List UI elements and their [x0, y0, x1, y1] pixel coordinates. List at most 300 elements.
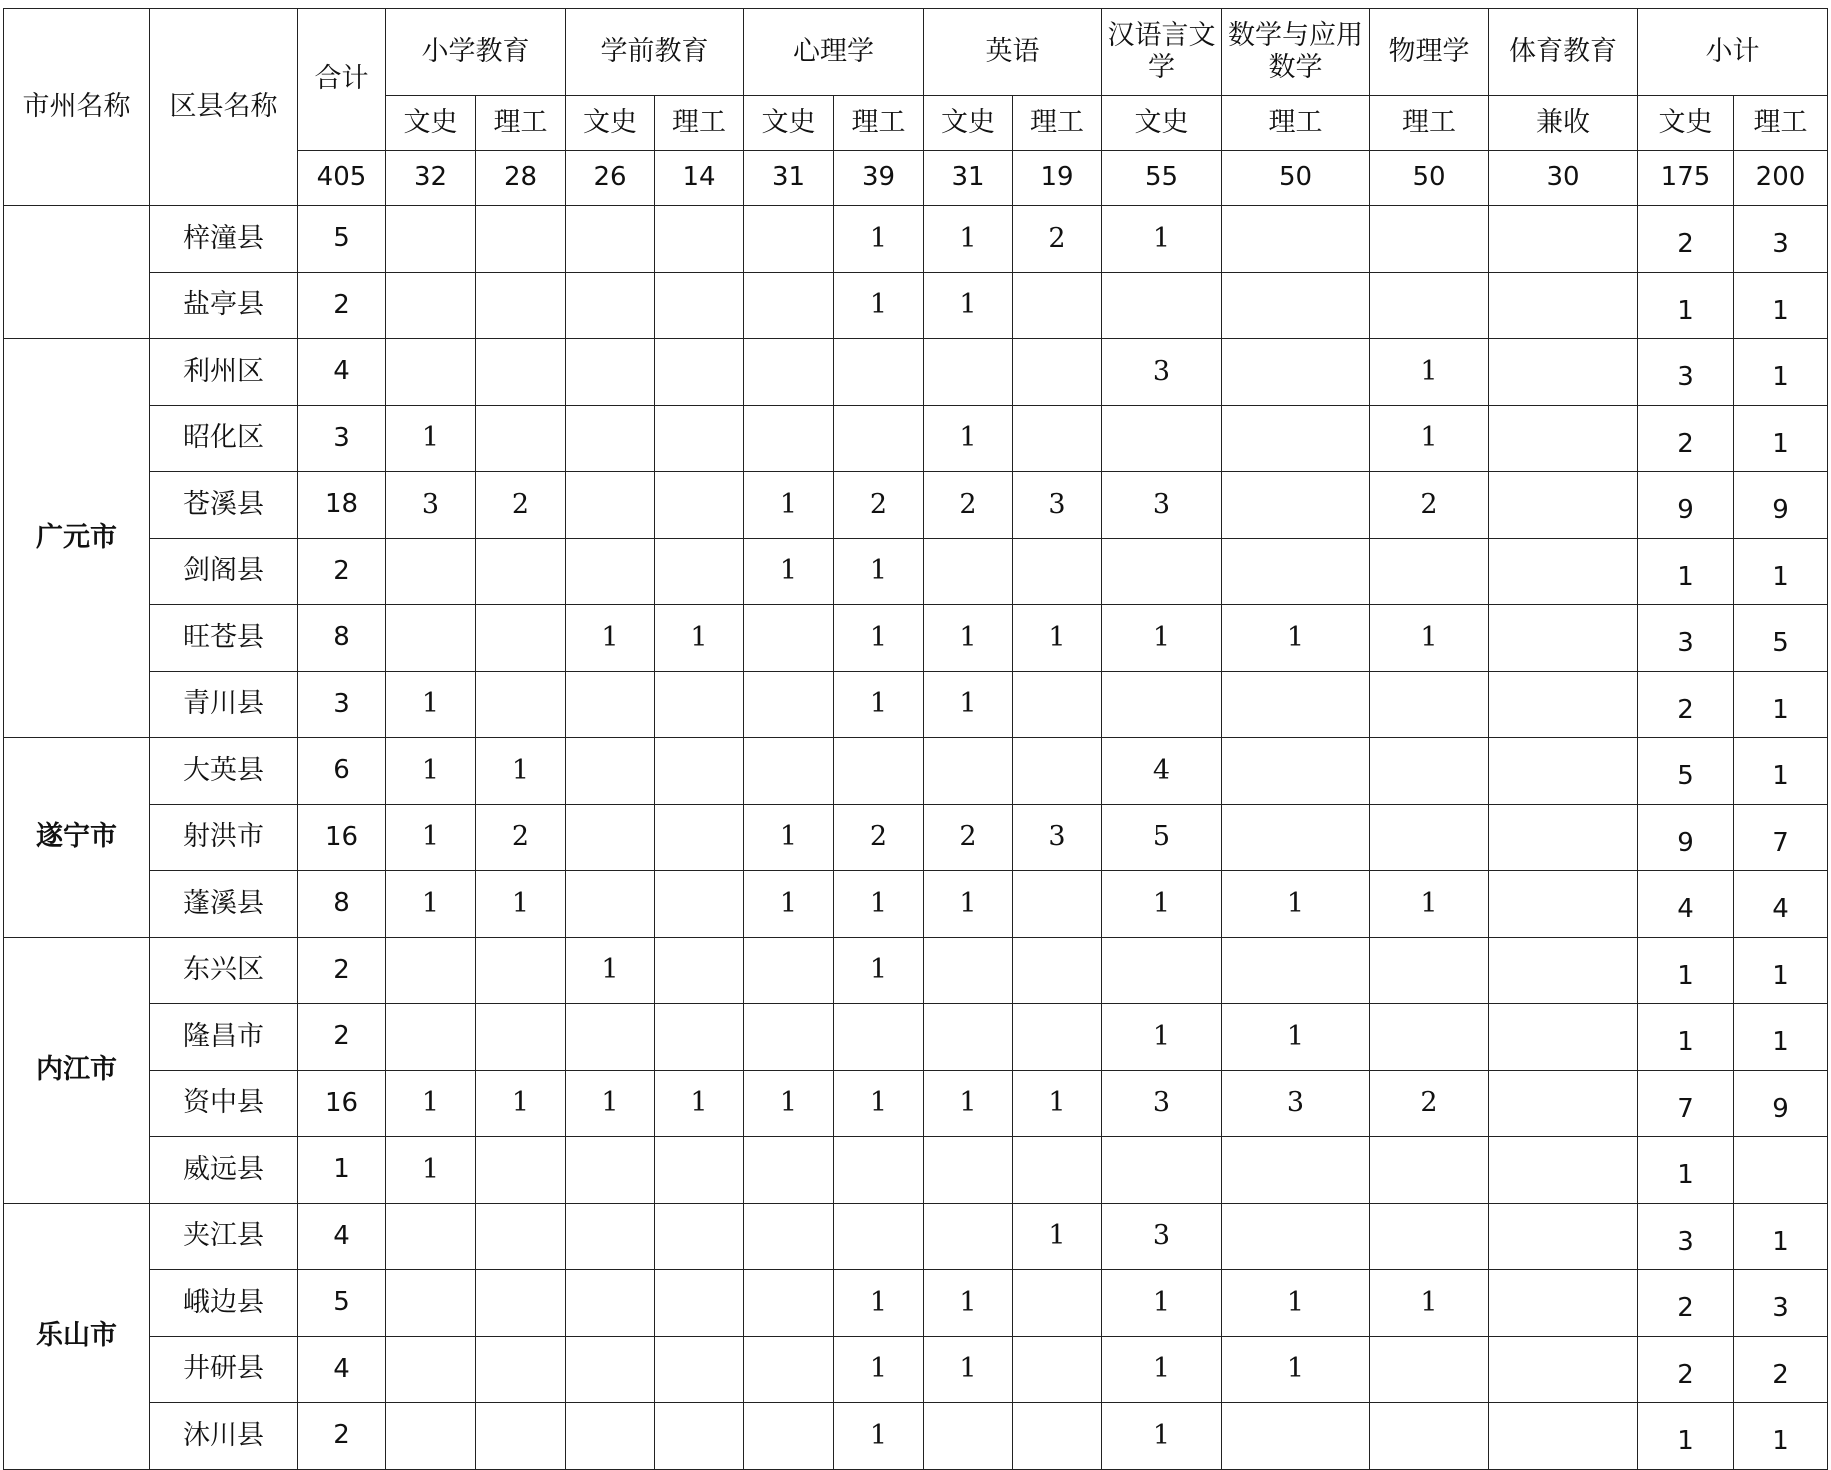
- quota-cell: [1489, 804, 1638, 871]
- quota-cell: 1: [655, 605, 744, 672]
- column-total: 50: [1370, 151, 1489, 206]
- county-total: 2: [298, 1004, 386, 1071]
- quota-cell: 1: [1222, 1270, 1370, 1337]
- table-row: [4, 1336, 1828, 1403]
- county-name: 梓潼县: [150, 206, 298, 273]
- quota-cell: 1: [834, 605, 924, 672]
- quota-cell: [655, 937, 744, 1004]
- quota-cell: [655, 339, 744, 406]
- quota-cell: [744, 937, 834, 1004]
- quota-cell: [1222, 804, 1370, 871]
- quota-cell: [655, 804, 744, 871]
- subtotal-cell: 1: [1734, 671, 1828, 738]
- quota-cell: 1: [1222, 871, 1370, 938]
- quota-cell: [744, 1336, 834, 1403]
- county-name: 峨边县: [150, 1270, 298, 1337]
- county-total: 2: [298, 937, 386, 1004]
- quota-cell: 1: [1222, 1004, 1370, 1071]
- county-total: 16: [298, 804, 386, 871]
- quota-cell: [655, 472, 744, 539]
- quota-cell: 1: [1013, 1203, 1102, 1270]
- header-track: 理工: [655, 96, 744, 151]
- header-major: 英语: [924, 9, 1102, 96]
- header-major: 小学教育: [386, 9, 566, 96]
- quota-cell: [1489, 1403, 1638, 1470]
- subtotal-cell: 3: [1734, 1270, 1828, 1337]
- column-total: 31: [924, 151, 1013, 206]
- quota-cell: [566, 272, 655, 339]
- quota-cell: [1489, 1004, 1638, 1071]
- subtotal-cell: 1: [1734, 1004, 1828, 1071]
- quota-cell: 1: [386, 671, 476, 738]
- header-major: 数学与应用数学: [1222, 9, 1370, 96]
- quota-cell: [834, 738, 924, 805]
- quota-cell: [744, 671, 834, 738]
- quota-cell: [1013, 1336, 1102, 1403]
- quota-cell: [386, 937, 476, 1004]
- quota-cell: [476, 339, 566, 406]
- quota-cell: [1489, 206, 1638, 273]
- quota-cell: [924, 1203, 1013, 1270]
- quota-cell: [744, 206, 834, 273]
- quota-cell: [386, 1004, 476, 1071]
- header-track: 文史: [1102, 96, 1222, 151]
- quota-cell: [566, 472, 655, 539]
- column-total: 55: [1102, 151, 1222, 206]
- city-name: 遂宁市: [4, 738, 150, 938]
- quota-cell: [386, 538, 476, 605]
- quota-cell: [655, 1403, 744, 1470]
- quota-cell: 1: [1102, 1336, 1222, 1403]
- quota-cell: [476, 1203, 566, 1270]
- quota-cell: 1: [834, 272, 924, 339]
- quota-cell: [566, 339, 655, 406]
- subtotal-cell: 3: [1638, 339, 1734, 406]
- quota-cell: 1: [1222, 605, 1370, 672]
- quota-cell: [655, 1004, 744, 1071]
- table-row: [4, 339, 1828, 406]
- quota-cell: 1: [386, 405, 476, 472]
- quota-cell: [1489, 272, 1638, 339]
- quota-cell: [566, 738, 655, 805]
- quota-cell: [386, 339, 476, 406]
- county-total: 2: [298, 272, 386, 339]
- quota-cell: 1: [386, 1137, 476, 1204]
- quota-cell: [386, 206, 476, 273]
- quota-cell: [924, 937, 1013, 1004]
- quota-cell: [566, 804, 655, 871]
- quota-cell: 3: [1222, 1070, 1370, 1137]
- subtotal-cell: 1: [1638, 937, 1734, 1004]
- subtotal-cell: 3: [1638, 1203, 1734, 1270]
- quota-cell: [655, 206, 744, 273]
- quota-cell: [1222, 272, 1370, 339]
- quota-cell: [1013, 1004, 1102, 1071]
- column-total: 26: [566, 151, 655, 206]
- quota-cell: 3: [1102, 339, 1222, 406]
- county-total: 16: [298, 1070, 386, 1137]
- county-total: 6: [298, 738, 386, 805]
- subtotal-cell: 7: [1638, 1070, 1734, 1137]
- quota-cell: 1: [386, 738, 476, 805]
- quota-cell: [566, 538, 655, 605]
- quota-table: [3, 8, 1828, 1470]
- quota-cell: 1: [744, 1070, 834, 1137]
- quota-cell: 3: [1013, 804, 1102, 871]
- subtotal-cell: [1734, 1137, 1828, 1204]
- quota-cell: [476, 1270, 566, 1337]
- header-major: 心理学: [744, 9, 924, 96]
- county-total: 3: [298, 405, 386, 472]
- quota-cell: 1: [834, 1070, 924, 1137]
- header-track: 理工: [834, 96, 924, 151]
- quota-cell: [1013, 538, 1102, 605]
- county-total: 8: [298, 871, 386, 938]
- county-total: 2: [298, 538, 386, 605]
- county-name: 利州区: [150, 339, 298, 406]
- subtotal-cell: 9: [1734, 472, 1828, 539]
- quota-cell: [1489, 1336, 1638, 1403]
- quota-cell: [566, 671, 655, 738]
- quota-cell: [1013, 738, 1102, 805]
- quota-cell: [566, 1270, 655, 1337]
- quota-cell: 1: [924, 405, 1013, 472]
- header-track: 文史: [1638, 96, 1734, 151]
- subtotal-cell: 9: [1734, 1070, 1828, 1137]
- quota-cell: [1489, 1137, 1638, 1204]
- quota-cell: [1370, 937, 1489, 1004]
- quota-cell: [1222, 1203, 1370, 1270]
- county-total: 8: [298, 605, 386, 672]
- quota-cell: 1: [834, 538, 924, 605]
- grand-total: 405: [298, 151, 386, 206]
- quota-cell: 1: [744, 472, 834, 539]
- quota-cell: 1: [744, 871, 834, 938]
- quota-cell: [655, 671, 744, 738]
- header-major: 小计: [1638, 9, 1828, 96]
- quota-cell: [1489, 472, 1638, 539]
- county-name: 剑阁县: [150, 538, 298, 605]
- quota-cell: [386, 1270, 476, 1337]
- subtotal-cell: 5: [1734, 605, 1828, 672]
- column-total: 175: [1638, 151, 1734, 206]
- quota-cell: [1222, 1137, 1370, 1204]
- county-name: 昭化区: [150, 405, 298, 472]
- quota-cell: [476, 538, 566, 605]
- header-major: 物理学: [1370, 9, 1489, 96]
- column-total: 200: [1734, 151, 1828, 206]
- table-row: [4, 1004, 1828, 1071]
- table-row: [4, 538, 1828, 605]
- column-total: 31: [744, 151, 834, 206]
- header-track: 兼收: [1489, 96, 1638, 151]
- quota-cell: 1: [834, 1403, 924, 1470]
- quota-cell: 1: [924, 1336, 1013, 1403]
- subtotal-cell: 1: [1734, 738, 1828, 805]
- quota-cell: [744, 339, 834, 406]
- quota-cell: 1: [1102, 605, 1222, 672]
- quota-cell: 1: [1102, 1403, 1222, 1470]
- city-name: 内江市: [4, 937, 150, 1203]
- header-track: 理工: [1734, 96, 1828, 151]
- subtotal-cell: 9: [1638, 804, 1734, 871]
- quota-cell: [744, 738, 834, 805]
- header-track: 理工: [476, 96, 566, 151]
- quota-cell: [1222, 937, 1370, 1004]
- county-name: 青川县: [150, 671, 298, 738]
- subtotal-cell: 2: [1638, 405, 1734, 472]
- column-total: 14: [655, 151, 744, 206]
- county-total: 5: [298, 206, 386, 273]
- quota-cell: [566, 405, 655, 472]
- quota-cell: [1370, 206, 1489, 273]
- quota-cell: 1: [924, 671, 1013, 738]
- quota-cell: [386, 1336, 476, 1403]
- table-row: [4, 1137, 1828, 1204]
- subtotal-cell: 1: [1638, 1137, 1734, 1204]
- quota-cell: [744, 1004, 834, 1071]
- quota-cell: 1: [386, 871, 476, 938]
- quota-cell: [924, 1137, 1013, 1204]
- table-row: [4, 671, 1828, 738]
- quota-cell: [655, 272, 744, 339]
- quota-cell: [386, 605, 476, 672]
- quota-cell: [655, 538, 744, 605]
- subtotal-cell: 1: [1734, 339, 1828, 406]
- quota-cell: 1: [566, 1070, 655, 1137]
- quota-cell: [476, 1004, 566, 1071]
- quota-cell: [655, 1137, 744, 1204]
- column-total: 50: [1222, 151, 1370, 206]
- quota-cell: 1: [834, 937, 924, 1004]
- quota-cell: [655, 405, 744, 472]
- subtotal-cell: 1: [1638, 272, 1734, 339]
- quota-cell: [1489, 738, 1638, 805]
- quota-cell: [834, 405, 924, 472]
- quota-cell: [924, 538, 1013, 605]
- quota-cell: 1: [1370, 405, 1489, 472]
- quota-cell: 1: [566, 605, 655, 672]
- quota-cell: [1222, 738, 1370, 805]
- subtotal-cell: 3: [1734, 206, 1828, 273]
- county-name: 夹江县: [150, 1203, 298, 1270]
- quota-cell: 2: [476, 472, 566, 539]
- quota-cell: 1: [834, 1336, 924, 1403]
- subtotal-cell: 2: [1638, 671, 1734, 738]
- quota-cell: [1013, 272, 1102, 339]
- quota-cell: [924, 738, 1013, 805]
- header-major: 汉语言文学: [1102, 9, 1222, 96]
- quota-cell: 1: [386, 804, 476, 871]
- quota-cell: [1102, 937, 1222, 1004]
- quota-cell: [1489, 1203, 1638, 1270]
- quota-cell: 1: [476, 738, 566, 805]
- column-total: 28: [476, 151, 566, 206]
- quota-cell: 1: [1013, 1070, 1102, 1137]
- table-row: [4, 1403, 1828, 1470]
- quota-cell: 1: [834, 871, 924, 938]
- quota-cell: [476, 1137, 566, 1204]
- header-county: 区县名称: [150, 9, 298, 206]
- quota-cell: [1489, 339, 1638, 406]
- quota-cell: 2: [834, 472, 924, 539]
- subtotal-cell: 7: [1734, 804, 1828, 871]
- quota-cell: [566, 1004, 655, 1071]
- header-track: 文史: [744, 96, 834, 151]
- quota-cell: 1: [924, 871, 1013, 938]
- city-name: 广元市: [4, 339, 150, 738]
- county-name: 威远县: [150, 1137, 298, 1204]
- quota-cell: 1: [1370, 871, 1489, 938]
- county-total: 18: [298, 472, 386, 539]
- quota-cell: [1370, 1004, 1489, 1071]
- quota-cell: [744, 1270, 834, 1337]
- table-row: [4, 472, 1828, 539]
- column-total: 19: [1013, 151, 1102, 206]
- table-row: [4, 206, 1828, 273]
- header-total: 合计: [298, 9, 386, 151]
- county-name: 隆昌市: [150, 1004, 298, 1071]
- quota-cell: 2: [476, 804, 566, 871]
- quota-cell: [1102, 1137, 1222, 1204]
- quota-cell: [566, 1137, 655, 1204]
- table-row: [4, 804, 1828, 871]
- quota-cell: [1013, 405, 1102, 472]
- quota-cell: [744, 1137, 834, 1204]
- quota-cell: [1222, 538, 1370, 605]
- quota-cell: [566, 1336, 655, 1403]
- quota-cell: [386, 1403, 476, 1470]
- county-name: 东兴区: [150, 937, 298, 1004]
- subtotal-cell: 1: [1734, 405, 1828, 472]
- quota-cell: 1: [1102, 871, 1222, 938]
- subtotal-cell: 9: [1638, 472, 1734, 539]
- quota-cell: [655, 871, 744, 938]
- quota-cell: 2: [1370, 1070, 1489, 1137]
- quota-cell: [1013, 1137, 1102, 1204]
- subtotal-cell: 2: [1638, 1336, 1734, 1403]
- quota-cell: [566, 206, 655, 273]
- quota-cell: [1489, 1070, 1638, 1137]
- quota-cell: [1370, 738, 1489, 805]
- quota-cell: [1222, 206, 1370, 273]
- quota-cell: [1370, 804, 1489, 871]
- quota-cell: 2: [1013, 206, 1102, 273]
- quota-cell: [1370, 272, 1489, 339]
- subtotal-cell: 1: [1734, 937, 1828, 1004]
- header-track: 文史: [386, 96, 476, 151]
- quota-cell: [1489, 538, 1638, 605]
- county-total: 4: [298, 1203, 386, 1270]
- quota-cell: 1: [834, 1270, 924, 1337]
- quota-cell: [924, 1403, 1013, 1470]
- quota-cell: 1: [566, 937, 655, 1004]
- quota-cell: [1489, 1270, 1638, 1337]
- subtotal-cell: 1: [1638, 1403, 1734, 1470]
- quota-cell: [1013, 1270, 1102, 1337]
- quota-cell: 1: [1102, 1004, 1222, 1071]
- county-total: 3: [298, 671, 386, 738]
- quota-cell: 1: [924, 605, 1013, 672]
- subtotal-cell: 4: [1734, 871, 1828, 938]
- quota-cell: 1: [1102, 206, 1222, 273]
- quota-cell: [1222, 1403, 1370, 1470]
- quota-cell: 1: [476, 871, 566, 938]
- county-total: 2: [298, 1403, 386, 1470]
- quota-cell: [476, 1336, 566, 1403]
- quota-cell: [834, 1137, 924, 1204]
- table-row: [4, 605, 1828, 672]
- quota-cell: 1: [744, 538, 834, 605]
- quota-cell: [1222, 339, 1370, 406]
- subtotal-cell: 1: [1734, 1203, 1828, 1270]
- county-name: 旺苍县: [150, 605, 298, 672]
- table-row: [4, 272, 1828, 339]
- quota-cell: [1102, 272, 1222, 339]
- quota-cell: 4: [1102, 738, 1222, 805]
- quota-cell: 1: [655, 1070, 744, 1137]
- county-name: 资中县: [150, 1070, 298, 1137]
- quota-cell: [1370, 1403, 1489, 1470]
- table-row: [4, 1070, 1828, 1137]
- quota-cell: [834, 1203, 924, 1270]
- quota-cell: [655, 738, 744, 805]
- quota-cell: [476, 405, 566, 472]
- quota-cell: [655, 1203, 744, 1270]
- county-name: 大英县: [150, 738, 298, 805]
- quota-cell: 1: [924, 272, 1013, 339]
- header-track: 文史: [924, 96, 1013, 151]
- quota-cell: [476, 272, 566, 339]
- city-name: 乐山市: [4, 1203, 150, 1469]
- quota-cell: 2: [924, 472, 1013, 539]
- quota-cell: 1: [1370, 339, 1489, 406]
- quota-cell: [476, 206, 566, 273]
- quota-cell: [566, 1403, 655, 1470]
- quota-cell: [386, 272, 476, 339]
- subtotal-cell: 3: [1638, 605, 1734, 672]
- quota-cell: [744, 605, 834, 672]
- quota-cell: [1013, 1403, 1102, 1470]
- quota-cell: [1102, 671, 1222, 738]
- quota-cell: 3: [1013, 472, 1102, 539]
- county-total: 4: [298, 1336, 386, 1403]
- quota-cell: [1013, 339, 1102, 406]
- quota-cell: [1013, 871, 1102, 938]
- table-row: [4, 871, 1828, 938]
- quota-cell: [1013, 671, 1102, 738]
- quota-cell: [566, 1203, 655, 1270]
- quota-cell: [1222, 405, 1370, 472]
- quota-cell: 1: [1013, 605, 1102, 672]
- county-total: 1: [298, 1137, 386, 1204]
- quota-cell: [1489, 605, 1638, 672]
- quota-cell: 3: [1102, 472, 1222, 539]
- header-track: 理工: [1013, 96, 1102, 151]
- quota-cell: [834, 1004, 924, 1071]
- subtotal-cell: 1: [1638, 538, 1734, 605]
- quota-cell: 1: [1370, 605, 1489, 672]
- column-total: 30: [1489, 151, 1638, 206]
- quota-cell: [1102, 405, 1222, 472]
- quota-cell: 2: [834, 804, 924, 871]
- quota-cell: [1489, 871, 1638, 938]
- city-name: [4, 206, 150, 339]
- quota-cell: 2: [924, 804, 1013, 871]
- subtotal-cell: 5: [1638, 738, 1734, 805]
- quota-cell: [476, 605, 566, 672]
- quota-cell: [655, 1336, 744, 1403]
